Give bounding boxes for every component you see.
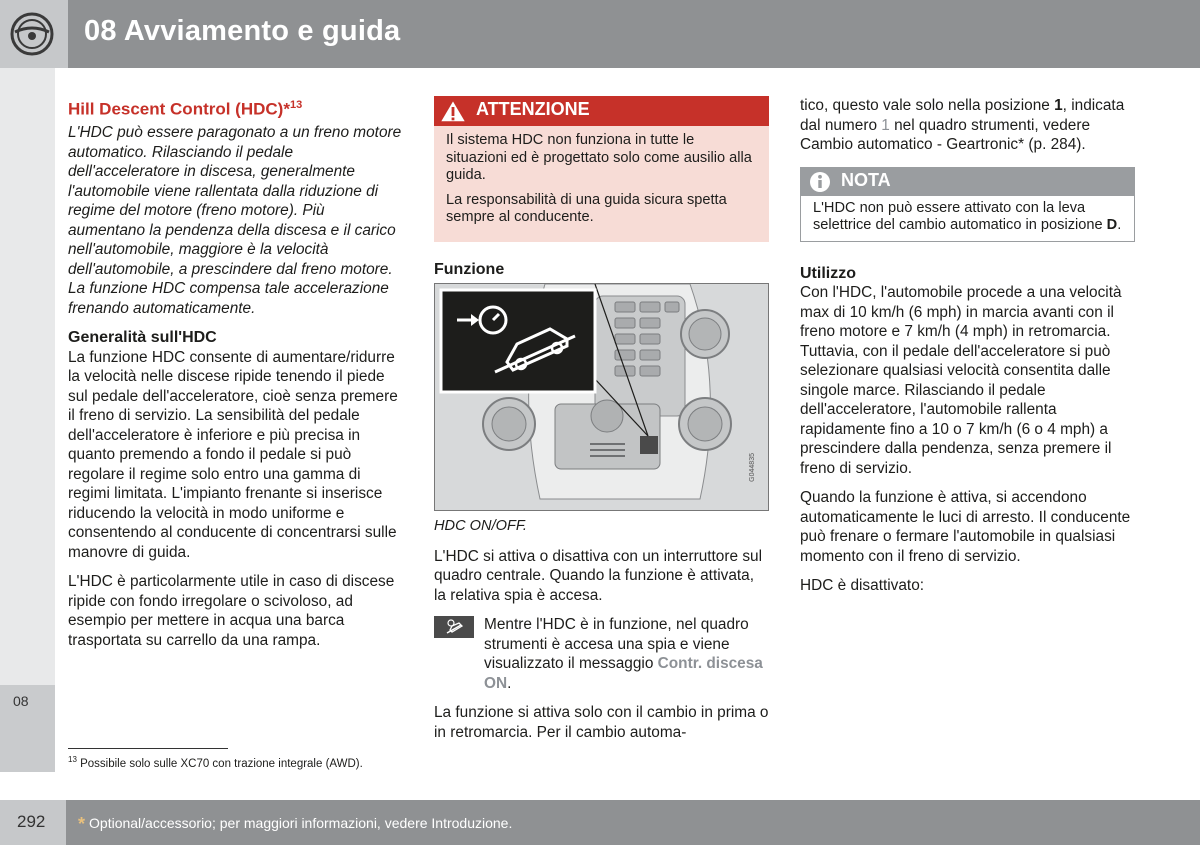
page-footer (0, 800, 1200, 845)
footer-note (78, 814, 512, 835)
paragraph-text: nel quadro strumenti, vedere Cambio automatico - Geartronic* (p. 284). (800, 116, 1091, 153)
paragraph: HDC è disattivato: (800, 577, 925, 594)
section-heading-utilizzo: Utilizzo (800, 264, 856, 282)
display-message: Contr. discesa ON (484, 655, 763, 692)
hdc-indicator-icon (434, 616, 474, 638)
column-2 (434, 96, 769, 752)
figure-caption: HDC ON/OFF. (434, 518, 527, 534)
note-box (800, 167, 1135, 242)
gear-position: D (1106, 217, 1118, 233)
paragraph: Con l'HDC, l'automobile procede a una velocità max di 10 km/h (6 mph) in marcia avanti con il freno motore e 7 km/h (4 mph) in retromarcia. Tuttavia, con il pedale dell'acceleratore si può selezionare qualsiasi velocità consentita dalle singole marce. Rilasciando il pedale dell'acceleratore, l'automobile rallenta rapidamente fino a 10 o 7 km/h (6 o 4 mph) a prescindere dalla pendenza, senza premere il freno di servizio. (800, 284, 1122, 477)
warning-title: ATTENZIONE (476, 99, 590, 119)
footnote-ref: 13 (289, 99, 303, 111)
paragraph (800, 96, 1135, 155)
page-header (0, 0, 1200, 68)
section-heading-funzione: Funzione (434, 260, 505, 278)
punctuation: . (1117, 217, 1122, 233)
note-header (801, 168, 1134, 196)
paragraph: Quando la funzione è attiva, si accendono automaticamente le luci di arresto. Il conducente può frenare o fermare l'automobile in qualsiasi momento con il freno di servizio. (800, 489, 1131, 565)
warning-text: La responsabilità di una guida sicura spetta sempre al conducente. (446, 191, 727, 225)
paragraph: L'HDC si attiva o disattiva con un interruttore sul quadro centrale. Quando la funzione è attivata, la relativa spia è accesa. (434, 547, 762, 604)
cluster-number: 1 (881, 116, 890, 134)
header-tab (0, 0, 68, 68)
footnote-number: 13 (68, 755, 77, 764)
paragraph-text: Mentre l'HDC è in funzione, nel quadro strumenti è accesa una spia e viene visualizzato il messaggio (484, 616, 749, 672)
note-body (801, 196, 1134, 241)
info-icon (807, 171, 833, 193)
warning-body (434, 126, 769, 242)
column-1 (68, 96, 403, 660)
footer-text: Optional/accessorio; per maggiori informazioni, vedere Introduzione. (89, 815, 513, 831)
sidebar (0, 68, 55, 772)
section-heading-hdc (68, 96, 403, 119)
paragraph: L'HDC è particolarmente utile in caso di discese ripide con fondo irregolare o scivoloso, ad esempio per mettere in acqua una barca trasportata su carrello da una rampa. (68, 573, 395, 649)
paragraph-with-indicator (434, 615, 769, 693)
footnote-divider (68, 748, 228, 749)
chapter-tab-label: 08 (13, 693, 29, 709)
hdc-button-figure (434, 283, 769, 511)
warning-box (434, 96, 769, 242)
footnote (68, 755, 363, 770)
asterisk-marker: * (78, 814, 86, 834)
intro-paragraph: L'HDC può essere paragonato a un freno motore automatico. Rilasciando il pedale dell'acceleratore in discesa, generalmente l'automobile viene rallentata dalla riduzione di regime del motore (freno motore). Più aumentano la pendenza della discesa e il carico nell'automobile, maggiore è la velocità dell'automobile, a prescindere dal freno motore. La funzione HDC compensa tale accelerazione frenando automaticamente. (68, 124, 402, 317)
figure-code: G044835 (748, 453, 756, 482)
warning-triangle-icon (438, 98, 468, 124)
footnote-text: Possibile solo sulle XC70 con trazione integrale (AWD). (80, 757, 363, 770)
punctuation: . (507, 674, 512, 692)
chapter-title: 08 Avviamento e guida (84, 15, 401, 47)
paragraph: La funzione HDC consente di aumentare/ridurre la velocità nelle discese ripide tenendo il piede sul pedale dell'acceleratore, cioè senza premere il freno di servizio. La sensibilità del pedale dell'acceleratore è inferiore e più precisa in quanto premendo a fondo il pedale si può regolare il regime solo entro una gamma di regimi limitata. L'impianto frenante si inserisce riducendo la velocità in modo uniforme e consentendo al conducente di concentrarsi sulle manovre di guida. (68, 348, 398, 561)
heading-text: Hill Descent Control (HDC)* (68, 99, 290, 119)
column-3 (800, 96, 1135, 606)
page-number: 292 (17, 812, 46, 831)
gear-position: 1 (1054, 97, 1063, 114)
paragraph-text: tico, questo vale solo nella posizione (800, 97, 1055, 114)
center-console-illustration (435, 284, 768, 510)
steering-wheel-icon (10, 12, 54, 56)
page-number-tab (0, 800, 66, 845)
paragraph: La funzione si attiva solo con il cambio in prima o in retromarcia. Per il cambio automa- (434, 704, 769, 741)
paragraph-text: , indicata dal numero (800, 97, 1125, 134)
note-title: NOTA (841, 169, 891, 190)
note-text: L'HDC non può essere attivato con la leva selettrice del cambio automatico in posizione (813, 199, 1107, 233)
warning-text: Il sistema HDC non funziona in tutte le situazioni ed è progettato solo come ausilio alla guida. (446, 132, 752, 183)
chapter-tab (0, 685, 55, 772)
warning-header (434, 96, 769, 126)
sub-heading-generalita: Generalità sull'HDC (68, 329, 217, 347)
